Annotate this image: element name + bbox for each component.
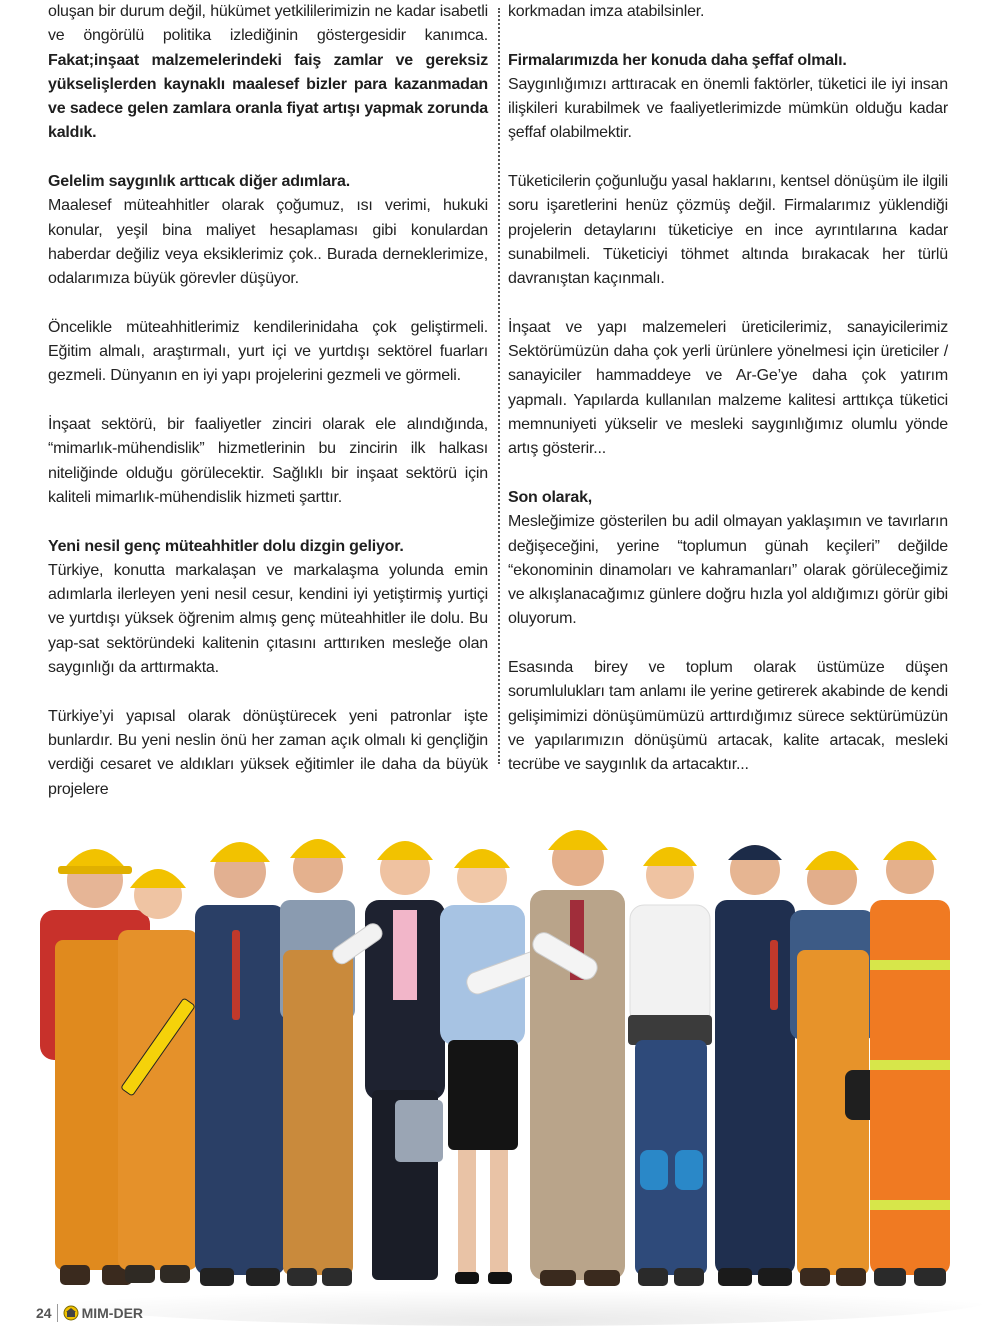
- paragraph: İnşaat ve yapı malzemeleri üreticilerimiz, sanayicilerimiz Sektörümüzün daha çok yerli ürünlere yönelmesi için üreticiler / sanayiciler hammaddeye ve Ar-Ge’ye daha çok yatırım yapmalı. Yapılarda kullanılan malzeme kalitesi arttıkça tüketici memnuniyeti yükselir ve mesleki saygınlığımız olumlu yönde artış gösterir...: [508, 318, 948, 458]
- paragraph: Türkiye’yi yapısal olarak dönüştürecek yeni patronlar işte bunlardır. Bu yeni neslin önü her zaman açık olmalı ki gençliğin verdiği cesaret ve aldıkları yüksek eğitimler ile daha da büyük projelere: [48, 707, 488, 798]
- right-text-column: [508, 0, 948, 802]
- paragraph-bold-text: Fakat;inşaat malzemelerindeki faiş zamlar ve gereksiz yükselişlerden kaynaklı maalesef bizler para kazanmadan ve sadece gelen zamlara oranla fiyat artışı yapmak zorunda kaldık.: [48, 51, 488, 142]
- construction-workers-photo: [0, 800, 1000, 1338]
- mimder-logo-icon: [63, 1305, 79, 1321]
- paragraph: Mesleğimize gösterilen bu adil olmayan yaklaşımın ve tavırların değişeceğini, yerine “toplumun günah keçileri” değilde “ekonominin dinamoları ve kahramanları” olarak görüleceğimiz ve alkışlanacağımız günlere doğru hızla yol aldığımızı görür gibi oluyorum.: [508, 513, 948, 628]
- paragraph: Tüketicilerin çoğunluğu yasal haklarını, kentsel dönüşüm ile ilgili soru işaretlerini henüz çözmüş değil. Firmalarımız yüklendiği projelerin detaylarını tüketiciye en ince ayrıntılarına kadar sunabilmeli. Tüketiciyi töhmet altında bırakacak her türlü davranıştan kaçınmalı.: [508, 173, 948, 288]
- paragraph: Öncelikle müteahhitlerimiz kendilerinidaha çok geliştirmeli. Eğitim almalı, araştırmalı, yurt içi ve yurtdışı sektörel fuarları gezmeli. Dünyanın en iyi yapı projelerini gezmeli ve görmeli.: [48, 318, 488, 385]
- section-heading: Yeni nesil genç müteahhitler dolu dizgin geliyor.: [48, 537, 404, 555]
- paragraph: Maalesef müteahhitler olarak çoğumuz, ısı verimi, hukuki konular, yeşil bina maliyet hesaplaması gibi konulardan haberdar değiliz veya eksiklerimiz çok.. Burada derneklerimize, odalarımıza büyük görevler düşüyor.: [48, 197, 488, 288]
- paragraph: İnşaat sektörü, bir faaliyetler zinciri olarak ele alındığında, “mimarlık-mühendislik” hizmetlerinin bu zincirin ilk halkası niteliğinde olduğu görülecektir. Sağlıklı bir inşaat sektörü için kaliteli mimarlık-mühendislik hizmeti şarttır.: [48, 416, 488, 506]
- page-footer: [36, 1302, 143, 1324]
- worker-figure: [870, 841, 950, 1286]
- worker-figure: [628, 847, 712, 1286]
- section-heading: Firmalarımızda her konuda daha şeffaf olmalı.: [508, 51, 847, 69]
- footer-brand: MIM-DER: [81, 1305, 144, 1321]
- section-heading: Son olarak,: [508, 488, 593, 506]
- page-number: 24: [36, 1305, 52, 1321]
- paragraph-text: oluşan bir durum değil, hükümet yetkililerimizin ne kadar isabetli ve öngörülü politika izlediğinin göstergesidir kanımca.: [48, 3, 488, 45]
- worker-figure: [195, 842, 285, 1286]
- left-text-column: [48, 0, 488, 826]
- worker-figure: [280, 839, 355, 1286]
- worker-figure: [529, 830, 625, 1286]
- footer-separator: [57, 1304, 58, 1322]
- column-divider: [498, 8, 500, 764]
- paragraph: korkmadan imza atabilsinler.: [508, 3, 705, 20]
- paragraph: [48, 0, 488, 146]
- paragraph: Saygınlığımızı arttıracak en önemli faktörler, tüketici ile iyi insan ilişkileri kurabilmek ve faaliyetlerimizde mümkün olduğu kadar şeffaf olabilmektir.: [508, 75, 948, 142]
- paragraph: Esasında birey ve toplum olarak üstümüze düşen sorumlulukları tam anlamı ile yerine getirerek akabinde de kendi gelişimimizi dönüşümümüzü arttırdığımız sürece sektürümüzün ve yapılarımızın dönüşümü artacak, kalite artacak, mesleki tecrübe ve saygınlık da artacaktır...: [508, 659, 948, 774]
- section-heading: Gelelim saygınlık arttıcak diğer adımlara.: [48, 173, 350, 191]
- worker-figure: [715, 845, 795, 1286]
- worker-figure: [118, 869, 198, 1283]
- paragraph: Türkiye, konutta markalaşan ve markalaşma yolunda emin adımlarla ilerleyen yeni nesil cesur, kendini iyi yetiştirmiş yurtiçi ve yurtdışı yüksek öğrenim almış genç müteahhitler ile dolu. Bu yap-sat sektöründeki kalitenin çıtasını arttırıken mesleğe olan saygınlığı da arttırmakta.: [48, 561, 488, 677]
